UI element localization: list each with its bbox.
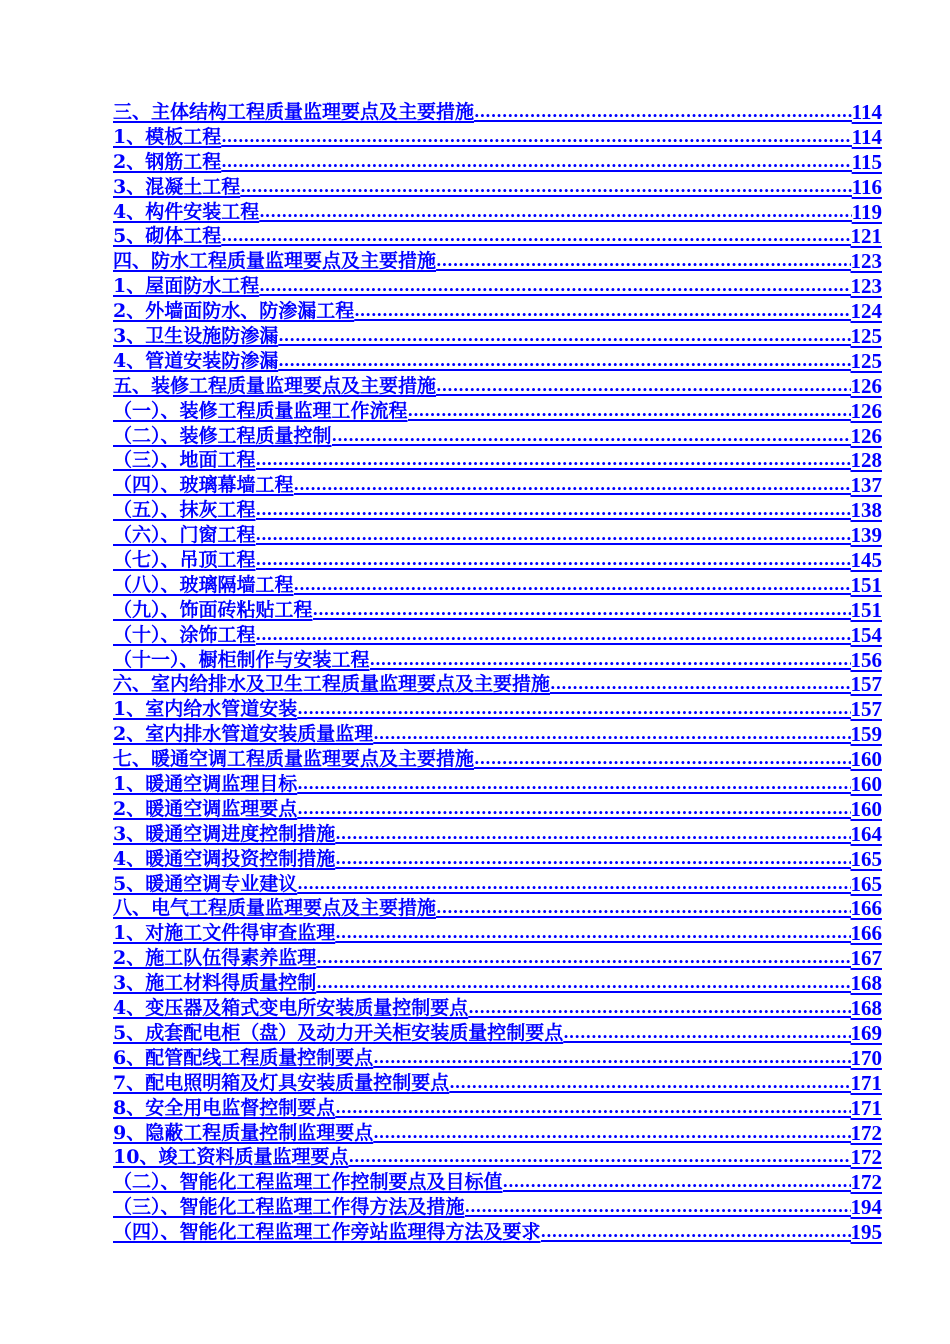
toc-dot-leader [256, 523, 851, 548]
toc-entry-link[interactable] [113, 648, 882, 673]
toc-entry-link[interactable] [113, 722, 882, 747]
toc-entry-title: 4、变压器及箱式变电所安装质量控制要点 [113, 997, 469, 1020]
toc-dot-leader [316, 971, 850, 996]
toc-entry-title: 4、管道安装防渗漏 [113, 349, 279, 372]
toc-entry-link[interactable] [113, 498, 882, 523]
table-of-contents [113, 100, 882, 1245]
toc-entry-page-number: 160 [850, 747, 882, 772]
toc-entry-link[interactable] [113, 623, 882, 648]
toc-dot-leader [335, 847, 850, 872]
toc-entry-link[interactable] [113, 200, 882, 225]
toc-entry-title: （八）、玻璃隔墙工程 [113, 573, 294, 596]
toc-dot-leader [316, 946, 850, 971]
toc-entry-title: 1、暖通空调监理目标 [113, 773, 298, 796]
toc-entry-page-number: 171 [850, 1070, 882, 1095]
toc-entry-title: 8、安全用电监督控制要点 [113, 1096, 336, 1119]
toc-entry-link[interactable] [113, 349, 882, 374]
toc-dot-leader [278, 324, 850, 349]
toc-dot-leader [294, 473, 851, 498]
toc-entry-page-number: 157 [850, 697, 882, 722]
toc-entry-title: 6、配管配线工程质量控制要点 [113, 1046, 374, 1069]
toc-dot-leader [259, 274, 850, 299]
toc-dot-leader [297, 772, 850, 797]
toc-dot-leader [335, 921, 850, 946]
toc-entry-link[interactable] [113, 1170, 882, 1195]
toc-dot-leader [278, 349, 850, 374]
toc-entry-page-number: 160 [850, 796, 882, 821]
toc-entry-page-number: 138 [850, 498, 882, 523]
toc-entry-link[interactable] [113, 747, 882, 772]
toc-entry-link[interactable] [113, 473, 882, 498]
toc-dot-leader [373, 722, 850, 747]
toc-entry-page-number: 160 [850, 772, 882, 797]
toc-dot-leader [221, 125, 851, 150]
toc-entry-page-number: 194 [850, 1195, 882, 1220]
toc-dot-leader [297, 697, 850, 722]
toc-entry-title: （二）、智能化工程监理工作控制要点及目标值 [113, 1171, 503, 1194]
toc-entry-page-number: 172 [850, 1120, 882, 1145]
toc-dot-leader [563, 1021, 850, 1046]
toc-entry-link[interactable] [113, 1145, 882, 1170]
toc-entry-title: 三、主体结构工程质量监理要点及主要措施 [113, 100, 475, 123]
toc-entry-title: 六、室内给排水及卫生工程质量监理要点及主要措施 [113, 673, 551, 696]
toc-entry-link[interactable] [113, 672, 882, 697]
toc-entry-page-number: 114 [851, 124, 882, 149]
toc-entry-title: 9、隐蔽工程质量控制监理要点 [113, 1121, 374, 1144]
toc-dot-leader [256, 623, 851, 648]
toc-entry-title: 3、施工材料得质量控制 [113, 972, 317, 995]
toc-dot-leader [474, 747, 850, 772]
toc-entry-page-number: 169 [850, 1020, 882, 1045]
toc-entry-page-number: 165 [850, 846, 882, 871]
toc-entry-title: 1、室内给水管道安装 [113, 698, 298, 721]
toc-entry-title: （三）、地面工程 [113, 449, 256, 472]
toc-entry-title: 四、防水工程质量监理要点及主要措施 [113, 250, 437, 273]
toc-entry-link[interactable] [113, 224, 882, 249]
toc-entry-page-number: 126 [850, 398, 882, 423]
toc-dot-leader [541, 1220, 851, 1245]
toc-entry-title: 5、砌体工程 [113, 225, 222, 248]
toc-entry-title: 7、配电照明箱及灯具安装质量控制要点 [113, 1071, 450, 1094]
toc-entry-page-number: 121 [850, 224, 882, 249]
toc-entry-title: 2、施工队伍得素养监理 [113, 947, 317, 970]
toc-entry-title: 5、成套配电柜（盘）及动力开关柜安装质量控制要点 [113, 1021, 564, 1044]
toc-entry-page-number: 159 [850, 722, 882, 747]
toc-entry-title: 5、暖通空调专业建议 [113, 872, 298, 895]
toc-dot-leader [332, 424, 851, 449]
toc-entry-link[interactable] [113, 1071, 882, 1096]
toc-entry-title: 八、电气工程质量监理要点及主要措施 [113, 897, 437, 920]
toc-entry-title: 2、钢筋工程 [113, 150, 222, 173]
toc-entry-link[interactable] [113, 399, 882, 424]
toc-entry-title: （十一）、橱柜制作与安装工程 [113, 648, 370, 671]
toc-entry-title: 2、室内排水管道安装质量监理 [113, 723, 374, 746]
toc-entry-title: 4、构件安装工程 [113, 200, 260, 223]
toc-entry-title: （九）、饰面砖粘贴工程 [113, 598, 313, 621]
toc-entry-title: 10、竣工资料质量监理要点 [113, 1146, 349, 1169]
toc-entry-title: （四）、智能化工程监理工作旁站监理得方法及要求 [113, 1221, 541, 1244]
toc-entry-page-number: 167 [850, 946, 882, 971]
toc-entry-link[interactable] [113, 324, 882, 349]
toc-entry-title: （六）、门窗工程 [113, 524, 256, 547]
toc-entry-page-number: 165 [850, 871, 882, 896]
toc-entry-page-number: 157 [850, 672, 882, 697]
toc-dot-leader [436, 897, 850, 922]
toc-entry-link[interactable] [113, 573, 882, 598]
toc-entry-link[interactable] [113, 598, 882, 623]
toc-entry-title: （二）、装修工程质量控制 [113, 424, 332, 447]
toc-dot-leader [354, 299, 850, 324]
toc-entry-link[interactable] [113, 872, 882, 897]
toc-entry-page-number: 172 [850, 1170, 882, 1195]
toc-dot-leader [256, 448, 851, 473]
toc-entry-title: （七）、吊顶工程 [113, 549, 256, 572]
toc-entry-page-number: 115 [851, 149, 882, 174]
toc-dot-leader [335, 1096, 850, 1121]
toc-entry-page-number: 156 [850, 647, 882, 672]
toc-entry-link[interactable] [113, 125, 882, 150]
toc-entry-link[interactable] [113, 822, 882, 847]
toc-dot-leader [221, 224, 850, 249]
toc-entry-link[interactable] [113, 299, 882, 324]
toc-entry-page-number: 171 [850, 1095, 882, 1120]
toc-dot-leader [221, 150, 851, 175]
toc-dot-leader [313, 598, 851, 623]
toc-entry-link[interactable] [113, 1046, 882, 1071]
toc-entry-link[interactable] [113, 772, 882, 797]
toc-entry-link[interactable] [113, 448, 882, 473]
toc-entry-link[interactable] [113, 424, 882, 449]
toc-dot-leader [259, 200, 851, 225]
toc-entry-page-number: 126 [850, 373, 882, 398]
toc-dot-leader [408, 399, 851, 424]
toc-entry-page-number: 116 [851, 174, 882, 199]
toc-entry-link[interactable] [113, 1121, 882, 1146]
toc-entry-link[interactable] [113, 548, 882, 573]
toc-entry-page-number: 124 [850, 299, 882, 324]
toc-entry-link[interactable] [113, 175, 882, 200]
toc-entry-link[interactable] [113, 374, 882, 399]
toc-entry-page-number: 125 [850, 348, 882, 373]
toc-entry-page-number: 137 [850, 473, 882, 498]
toc-dot-leader [449, 1071, 850, 1096]
toc-entry-page-number: 128 [850, 448, 882, 473]
toc-entry-page-number: 114 [851, 100, 882, 124]
toc-entry-title: （三）、智能化工程监理工作得方法及措施 [113, 1196, 465, 1219]
toc-dot-leader [297, 797, 850, 822]
toc-entry-title: 3、卫生设施防渗漏 [113, 325, 279, 347]
toc-entry-page-number: 151 [850, 597, 882, 622]
toc-entry-link[interactable] [113, 150, 882, 175]
toc-dot-leader [240, 175, 851, 200]
toc-entry-page-number: 125 [850, 324, 882, 348]
toc-entry-link[interactable] [113, 996, 882, 1021]
toc-entry-link[interactable] [113, 1096, 882, 1121]
toc-dot-leader [297, 872, 850, 897]
toc-dot-leader [373, 1121, 850, 1146]
toc-dot-leader [294, 573, 851, 598]
toc-entry-page-number: 170 [850, 1045, 882, 1070]
toc-entry-title: 3、混凝土工程 [113, 175, 241, 198]
toc-entry-title: （十）、涂饰工程 [113, 623, 256, 646]
toc-dot-leader [335, 822, 850, 847]
toc-entry-link[interactable] [113, 523, 882, 548]
toc-entry-link[interactable] [113, 946, 882, 971]
toc-dot-leader [550, 672, 850, 697]
toc-entry-link[interactable] [113, 100, 882, 125]
toc-entry-link[interactable] [113, 847, 882, 872]
toc-dot-leader [436, 249, 850, 274]
toc-entry-page-number: 151 [850, 572, 882, 597]
toc-entry-page-number: 168 [850, 996, 882, 1021]
toc-entry-title: （四）、玻璃幕墙工程 [113, 474, 294, 497]
toc-dot-leader [436, 374, 850, 399]
toc-entry-title: 1、对施工文件得审查监理 [113, 922, 336, 945]
toc-dot-leader [370, 648, 851, 673]
toc-entry-link[interactable] [113, 274, 882, 299]
toc-entry-page-number: 123 [850, 249, 882, 274]
toc-dot-leader [468, 996, 850, 1021]
toc-entry-page-number: 126 [850, 423, 882, 448]
toc-dot-leader [256, 548, 851, 573]
toc-dot-leader [348, 1145, 850, 1170]
toc-entry-title: 1、屋面防水工程 [113, 275, 260, 298]
toc-entry-title: 2、暖通空调监理要点 [113, 797, 298, 820]
toc-entry-title: （五）、抹灰工程 [113, 499, 256, 522]
toc-entry-page-number: 172 [850, 1145, 882, 1170]
toc-entry-title: 五、装修工程质量监理要点及主要措施 [113, 374, 437, 397]
toc-entry-title: 1、模板工程 [113, 125, 222, 148]
toc-entry-link[interactable] [113, 897, 882, 922]
toc-entry-link[interactable] [113, 797, 882, 822]
toc-entry-link[interactable] [113, 697, 882, 722]
toc-dot-leader [373, 1046, 850, 1071]
toc-entry-page-number: 164 [850, 821, 882, 846]
toc-entry-title: （一）、装修工程质量监理工作流程 [113, 399, 408, 422]
toc-entry-page-number: 139 [850, 523, 882, 548]
toc-entry-link[interactable] [113, 1195, 882, 1220]
toc-entry-link[interactable] [113, 249, 882, 274]
toc-entry-page-number: 145 [850, 548, 882, 573]
toc-dot-leader [474, 100, 852, 125]
toc-entry-page-number: 195 [850, 1220, 882, 1245]
toc-entry-page-number: 154 [850, 622, 882, 647]
toc-entry-title: 2、外墙面防水、防渗漏工程 [113, 300, 355, 323]
toc-entry-title: 4、暖通空调投资控制措施 [113, 847, 336, 870]
toc-entry-link[interactable] [113, 971, 882, 996]
toc-entry-page-number: 119 [851, 199, 882, 224]
toc-entry-title: 七、暖通空调工程质量监理要点及主要措施 [113, 748, 475, 771]
toc-entry-page-number: 123 [850, 274, 882, 299]
toc-entry-link[interactable] [113, 1220, 882, 1245]
toc-entry-page-number: 168 [850, 971, 882, 996]
toc-entry-page-number: 166 [850, 921, 882, 946]
toc-dot-leader [465, 1195, 851, 1220]
toc-entry-title: 3、暖通空调进度控制措施 [113, 822, 336, 845]
toc-entry-link[interactable] [113, 1021, 882, 1046]
toc-dot-leader [503, 1170, 851, 1195]
toc-dot-leader [256, 498, 851, 523]
toc-entry-page-number: 166 [850, 896, 882, 921]
toc-entry-link[interactable] [113, 921, 882, 946]
